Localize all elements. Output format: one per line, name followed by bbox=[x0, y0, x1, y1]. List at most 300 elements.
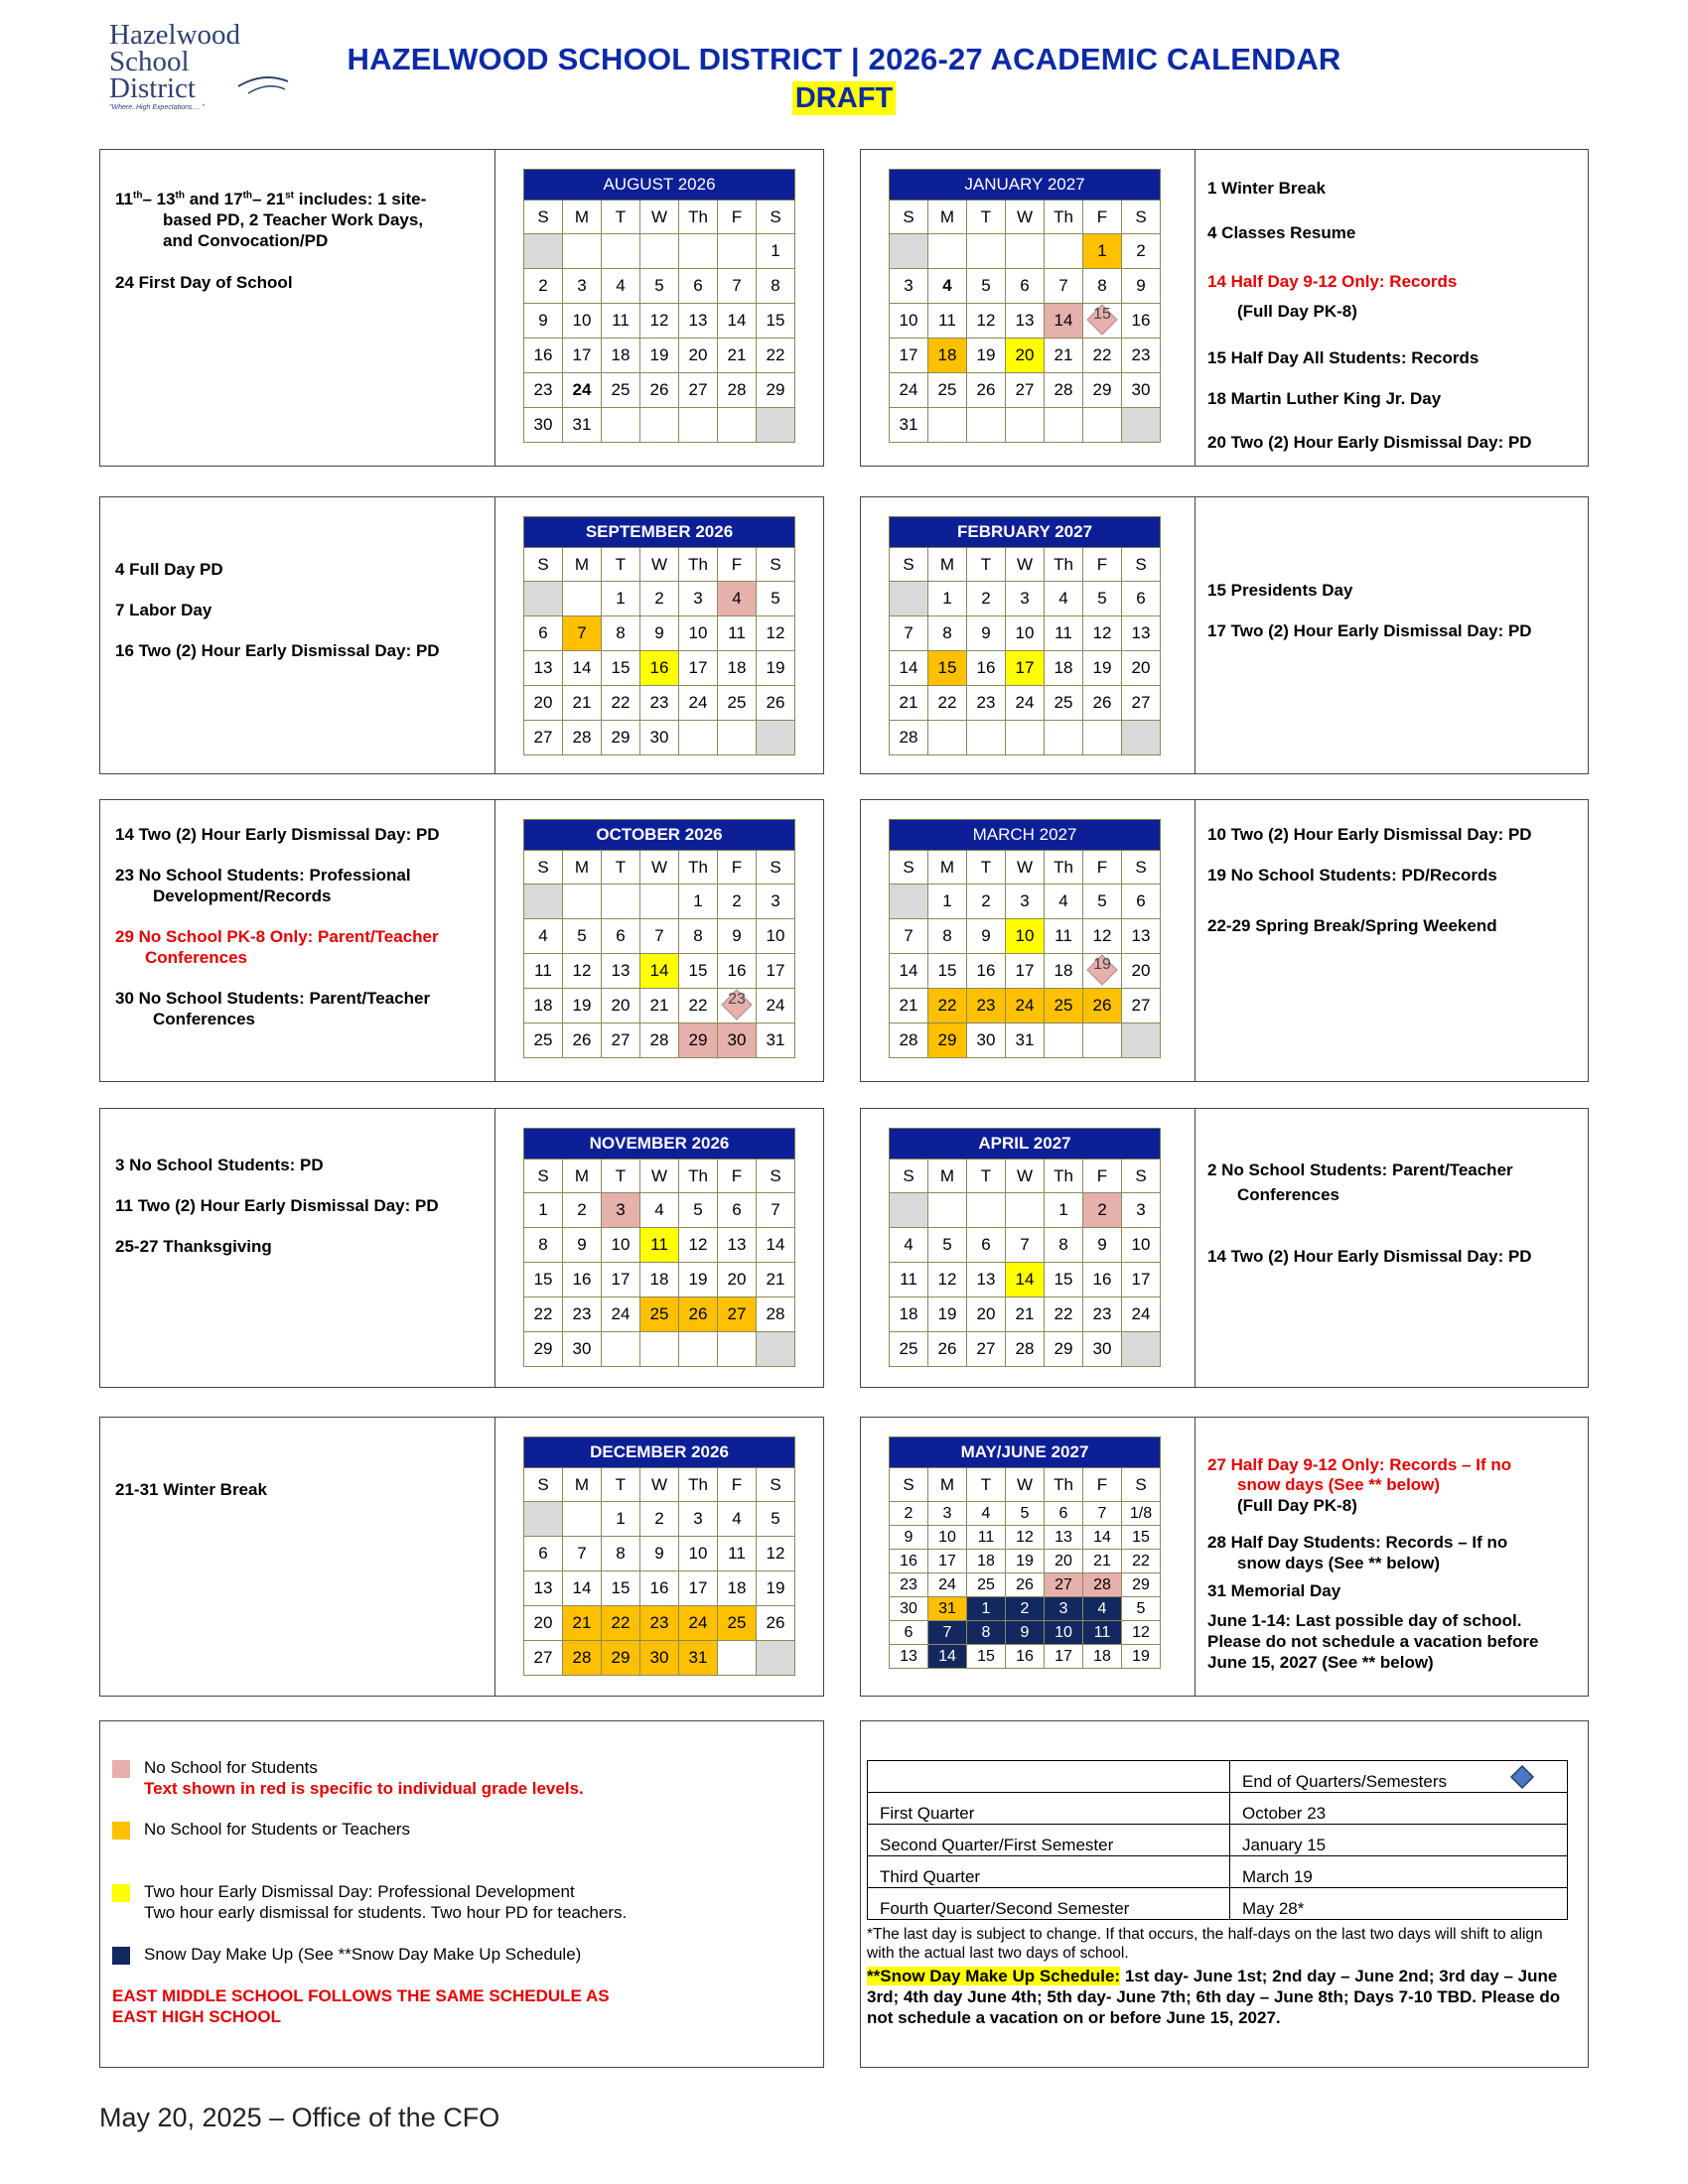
calendar-day: 25 bbox=[602, 373, 640, 408]
calendar-day: 1 bbox=[757, 234, 795, 269]
calendar-day: 28 bbox=[757, 1297, 795, 1332]
calendar-day: 3 bbox=[602, 1193, 640, 1228]
calendar-day: 26 bbox=[928, 1332, 967, 1367]
calendar-day: 14 bbox=[890, 954, 928, 989]
calendar-day: 11 bbox=[967, 1526, 1006, 1550]
calendar-day: 26 bbox=[1083, 686, 1122, 721]
calendar-day: 27 bbox=[718, 1297, 757, 1332]
calendar-day: 9 bbox=[524, 304, 563, 339]
legend-label: Two hour Early Dismissal Day: Professional Development bbox=[144, 1882, 575, 1901]
month-title: MAY/JUNE 2027 bbox=[890, 1437, 1161, 1468]
calendar-day: 27 bbox=[1122, 989, 1161, 1024]
calendar-day: 18 bbox=[524, 989, 563, 1024]
calendar-week bbox=[890, 1645, 1161, 1669]
calendar-day: 31 bbox=[928, 1597, 967, 1621]
calendar-day: 4 bbox=[1045, 582, 1083, 616]
calendar-day: 18 bbox=[1083, 1645, 1122, 1669]
calendar-day: 23 bbox=[890, 1573, 928, 1597]
calendar-week bbox=[890, 1193, 1161, 1228]
weekday-header: T bbox=[967, 201, 1006, 234]
calendar-day: 11 bbox=[890, 1263, 928, 1297]
weekday-header: S bbox=[890, 548, 928, 582]
calendar-day: 3 bbox=[890, 269, 928, 304]
calendar-day bbox=[1006, 721, 1045, 755]
calendar-week bbox=[890, 269, 1161, 304]
calendar-day: 22 bbox=[1122, 1550, 1161, 1573]
calendar-sep bbox=[523, 516, 795, 755]
weekday-header: F bbox=[718, 201, 757, 234]
calendar-week bbox=[524, 1537, 795, 1571]
note-line: 17 Two (2) Hour Early Dismissal Day: PD bbox=[1207, 621, 1532, 640]
snow-text: 1st day- June 1st; 2nd day – June 2nd; 3rd day – June 3rd; 4th day June 4th; 5th day- June 7th; 6th day – June 8th; Days 7-10 TBD. Please do not schedule a vacation on or before June 15, 2027. bbox=[867, 1967, 1561, 2027]
calendar-day: 28 bbox=[640, 1024, 679, 1058]
note-line: 21-31 Winter Break bbox=[115, 1480, 267, 1499]
calendar-day: 24 bbox=[679, 686, 718, 721]
calendar-day: 3 bbox=[928, 1502, 967, 1526]
calendar-day: 9 bbox=[967, 616, 1006, 651]
calendar-day: 14 bbox=[890, 651, 928, 686]
calendar-day: 2 bbox=[890, 1502, 928, 1526]
weekday-header: W bbox=[640, 1468, 679, 1502]
calendar-day: 29 bbox=[602, 1641, 640, 1676]
calendar-day: 13 bbox=[1045, 1526, 1083, 1550]
calendar-day: 1 bbox=[1045, 1193, 1083, 1228]
calendar-day: 26 bbox=[1006, 1573, 1045, 1597]
calendar-day bbox=[718, 721, 757, 755]
calendar-day: 17 bbox=[1122, 1263, 1161, 1297]
calendar-day: 28 bbox=[563, 721, 602, 755]
calendar-oct bbox=[523, 819, 795, 1058]
legend-label: Two hour early dismissal for students. Two hour PD for teachers. bbox=[144, 1903, 628, 1922]
note-line: 7 Labor Day bbox=[115, 601, 212, 619]
note-line: Conferences bbox=[145, 948, 247, 967]
calendar-week bbox=[524, 373, 795, 408]
calendar-day: 1 bbox=[602, 1502, 640, 1537]
calendar-week bbox=[524, 304, 795, 339]
calendar-day bbox=[967, 408, 1006, 443]
legend-swatch-yellow bbox=[112, 1884, 130, 1902]
month-title: DECEMBER 2026 bbox=[524, 1437, 795, 1468]
calendar-day bbox=[640, 234, 679, 269]
calendar-day: 13 bbox=[1006, 304, 1045, 339]
calendar-day: 1 bbox=[602, 582, 640, 616]
weekday-header: T bbox=[602, 201, 640, 234]
calendar-day: 8 bbox=[602, 616, 640, 651]
calendar-day: 26 bbox=[563, 1024, 602, 1058]
calendar-week bbox=[890, 408, 1161, 443]
calendar-day: 12 bbox=[1006, 1526, 1045, 1550]
calendar-day: 29 bbox=[524, 1332, 563, 1367]
calendar-day bbox=[1083, 304, 1122, 339]
note-line: Development/Records bbox=[153, 887, 332, 905]
weekday-header: F bbox=[718, 1160, 757, 1193]
calendar-day: 5 bbox=[1083, 885, 1122, 919]
calendar-day: 22 bbox=[928, 989, 967, 1024]
weekday-header: W bbox=[1006, 548, 1045, 582]
calendar-day bbox=[718, 1641, 757, 1676]
calendar-day: 23 bbox=[563, 1297, 602, 1332]
calendar-day: 15 bbox=[602, 1571, 640, 1606]
note-line: 20 Two (2) Hour Early Dismissal Day: PD bbox=[1207, 433, 1532, 452]
snow-day-schedule bbox=[867, 1966, 1572, 2028]
table-row: Third Quarter March 19 bbox=[868, 1856, 1568, 1888]
calendar-day: 20 bbox=[967, 1297, 1006, 1332]
calendar-week bbox=[890, 1332, 1161, 1367]
calendar-day: 20 bbox=[1045, 1550, 1083, 1573]
calendar-day: 20 bbox=[524, 686, 563, 721]
calendar-day: 15 bbox=[928, 651, 967, 686]
month-title: FEBRUARY 2027 bbox=[890, 517, 1161, 548]
calendar-day: 2 bbox=[967, 582, 1006, 616]
calendar-day: 14 bbox=[718, 304, 757, 339]
calendar-week bbox=[890, 721, 1161, 755]
calendar-day: 1 bbox=[928, 885, 967, 919]
calendar-day: 6 bbox=[1045, 1502, 1083, 1526]
note-line: 23 No School Students: Professional bbox=[115, 866, 411, 885]
calendar-day: 12 bbox=[640, 304, 679, 339]
calendar-day: 9 bbox=[967, 919, 1006, 954]
calendar-aug bbox=[523, 169, 795, 443]
calendar-day: 9 bbox=[1122, 269, 1161, 304]
calendar-day: 29 bbox=[1122, 1573, 1161, 1597]
calendar-day: 5 bbox=[757, 582, 795, 616]
calendar-day: 23 bbox=[967, 989, 1006, 1024]
calendar-day: 26 bbox=[757, 686, 795, 721]
calendar-day: 23 bbox=[967, 686, 1006, 721]
note-line: June 1-14: Last possible day of school. bbox=[1207, 1611, 1522, 1630]
note-line: 29 No School PK-8 Only: Parent/Teacher bbox=[115, 927, 439, 946]
calendar-day: 30 bbox=[640, 1641, 679, 1676]
calendar-day: 2 bbox=[718, 885, 757, 919]
calendar-day: 30 bbox=[524, 408, 563, 443]
calendar-day bbox=[1083, 1024, 1122, 1058]
calendar-day: 18 bbox=[890, 1297, 928, 1332]
calendar-week bbox=[890, 234, 1161, 269]
legend-east-middle-1: EAST MIDDLE SCHOOL FOLLOWS THE SAME SCHEDULE AS bbox=[112, 1986, 610, 2005]
calendar-day: 17 bbox=[679, 651, 718, 686]
calendar-day: 12 bbox=[679, 1228, 718, 1263]
calendar-day: 19 bbox=[757, 651, 795, 686]
calendar-day: 25 bbox=[928, 373, 967, 408]
quarters-note: *The last day is subject to change. If that occurs, the half-days on the last two days will shift to align with the actual last two days of school. bbox=[867, 1926, 1543, 1962]
calendar-week bbox=[524, 339, 795, 373]
table-row: Fourth Quarter/Second Semester May 28* bbox=[868, 1888, 1568, 1920]
calendar-day: 29 bbox=[928, 1024, 967, 1058]
calendar-day bbox=[563, 1502, 602, 1537]
snow-label: **Snow Day Make Up Schedule: bbox=[867, 1967, 1121, 1985]
calendar-day bbox=[1006, 1193, 1045, 1228]
calendar-mar bbox=[889, 819, 1161, 1058]
calendar-day: 22 bbox=[524, 1297, 563, 1332]
weekday-header: Th bbox=[1045, 1468, 1083, 1502]
calendar-day: 5 bbox=[757, 1502, 795, 1537]
calendar-day bbox=[679, 234, 718, 269]
calendar-week bbox=[524, 269, 795, 304]
calendar-day: 11 bbox=[602, 304, 640, 339]
calendar-day: 2 bbox=[640, 1502, 679, 1537]
calendar-day: 29 bbox=[757, 373, 795, 408]
calendar-day bbox=[524, 885, 563, 919]
note-line: snow days (See ** below) bbox=[1237, 1475, 1441, 1494]
calendar-day: 8 bbox=[928, 919, 967, 954]
calendar-day bbox=[602, 1332, 640, 1367]
calendar-day: 14 bbox=[928, 1645, 967, 1669]
calendar-day bbox=[967, 234, 1006, 269]
calendar-week bbox=[524, 1571, 795, 1606]
calendar-day bbox=[1122, 721, 1161, 755]
calendar-day: 14 bbox=[1083, 1526, 1122, 1550]
calendar-day: 24 bbox=[1006, 686, 1045, 721]
calendar-day: 13 bbox=[890, 1645, 928, 1669]
calendar-day: 2 bbox=[1006, 1597, 1045, 1621]
calendar-day: 21 bbox=[890, 686, 928, 721]
calendar-day: 30 bbox=[640, 721, 679, 755]
calendar-day bbox=[928, 721, 967, 755]
calendar-day: 29 bbox=[1045, 1332, 1083, 1367]
weekday-header: Th bbox=[1045, 1160, 1083, 1193]
weekday-header: F bbox=[1083, 851, 1122, 885]
calendar-day: 24 bbox=[563, 373, 602, 408]
calendar-day bbox=[757, 408, 795, 443]
weekday-header: Th bbox=[679, 548, 718, 582]
calendar-day bbox=[602, 408, 640, 443]
calendar-day: 10 bbox=[890, 304, 928, 339]
calendar-day: 8 bbox=[524, 1228, 563, 1263]
weekday-header: F bbox=[718, 1468, 757, 1502]
legend-label: Text shown in red is specific to individual grade levels. bbox=[144, 1779, 584, 1798]
calendar-day: 5 bbox=[640, 269, 679, 304]
calendar-day: 5 bbox=[1083, 582, 1122, 616]
calendar-day: 19 bbox=[757, 1571, 795, 1606]
calendar-day: 29 bbox=[679, 1024, 718, 1058]
calendar-day: 27 bbox=[679, 373, 718, 408]
weekday-header: M bbox=[563, 201, 602, 234]
calendar-week bbox=[890, 651, 1161, 686]
weekday-header: S bbox=[524, 1160, 563, 1193]
weekday-header: S bbox=[1122, 1160, 1161, 1193]
calendar-day: 15 bbox=[1122, 1526, 1161, 1550]
calendar-day: 29 bbox=[1083, 373, 1122, 408]
calendar-day: 5 bbox=[1122, 1597, 1161, 1621]
calendar-day: 10 bbox=[1006, 616, 1045, 651]
calendar-day: 11 bbox=[524, 954, 563, 989]
weekday-header: W bbox=[1006, 201, 1045, 234]
calendar-day: 7 bbox=[1045, 269, 1083, 304]
calendar-week bbox=[890, 1024, 1161, 1058]
quarters-header: End of Quarters/Semesters bbox=[1230, 1761, 1568, 1793]
calendar-day: 30 bbox=[718, 1024, 757, 1058]
weekday-header: S bbox=[890, 1468, 928, 1502]
calendar-day: 24 bbox=[890, 373, 928, 408]
note-line: snow days (See ** below) bbox=[1237, 1554, 1441, 1572]
calendar-day: 21 bbox=[757, 1263, 795, 1297]
calendar-day: 11 bbox=[1083, 1621, 1122, 1645]
weekday-header: W bbox=[640, 1160, 679, 1193]
calendar-week bbox=[890, 1228, 1161, 1263]
calendar-week bbox=[524, 651, 795, 686]
quarter-end-diamond-icon bbox=[719, 989, 755, 1023]
calendar-day bbox=[1006, 408, 1045, 443]
weekday-header: W bbox=[1006, 851, 1045, 885]
calendar-day: 19 bbox=[1083, 651, 1122, 686]
calendar-day: 27 bbox=[602, 1024, 640, 1058]
calendar-day: 20 bbox=[524, 1606, 563, 1641]
calendar-week bbox=[524, 686, 795, 721]
calendar-week bbox=[890, 339, 1161, 373]
calendar-day: 25 bbox=[1045, 686, 1083, 721]
calendar-day: 11 bbox=[640, 1228, 679, 1263]
calendar-week bbox=[524, 582, 795, 616]
calendar-day: 26 bbox=[679, 1297, 718, 1332]
calendar-week bbox=[890, 989, 1161, 1024]
calendar-day: 11 bbox=[1045, 616, 1083, 651]
weekday-header: W bbox=[640, 201, 679, 234]
calendar-may bbox=[889, 1436, 1161, 1669]
calendar-day-label: 15 bbox=[1093, 306, 1111, 323]
note-line: 25-27 Thanksgiving bbox=[115, 1237, 272, 1256]
weekday-header: F bbox=[1083, 201, 1122, 234]
diamond-icon bbox=[1509, 1764, 1535, 1790]
calendar-feb bbox=[889, 516, 1161, 755]
calendar-day: 14 bbox=[640, 954, 679, 989]
legend-swatch-pink bbox=[112, 1760, 130, 1778]
calendar-day: 27 bbox=[524, 1641, 563, 1676]
calendar-day: 2 bbox=[967, 885, 1006, 919]
calendar-day: 13 bbox=[1122, 616, 1161, 651]
calendar-week bbox=[890, 1526, 1161, 1550]
calendar-day: 6 bbox=[1006, 269, 1045, 304]
calendar-day: 4 bbox=[718, 582, 757, 616]
calendar-day bbox=[1122, 1332, 1161, 1367]
calendar-day: 6 bbox=[602, 919, 640, 954]
calendar-day: 28 bbox=[1045, 373, 1083, 408]
weekday-header: Th bbox=[679, 1160, 718, 1193]
calendar-day: 25 bbox=[640, 1297, 679, 1332]
weekday-header: M bbox=[928, 851, 967, 885]
legend-label: Snow Day Make Up (See **Snow Day Make Up Schedule) bbox=[144, 1945, 582, 1964]
calendar-week bbox=[890, 1550, 1161, 1573]
calendar-day: 27 bbox=[1122, 686, 1161, 721]
calendar-day: 22 bbox=[1045, 1297, 1083, 1332]
month-title: SEPTEMBER 2026 bbox=[524, 517, 795, 548]
calendar-day: 23 bbox=[1122, 339, 1161, 373]
weekday-header: T bbox=[967, 851, 1006, 885]
calendar-day: 23 bbox=[640, 686, 679, 721]
calendar-day: 19 bbox=[967, 339, 1006, 373]
calendar-day bbox=[640, 1332, 679, 1367]
calendar-day: 18 bbox=[1045, 954, 1083, 989]
note-line: 24 First Day of School bbox=[115, 273, 293, 292]
weekday-header: M bbox=[563, 548, 602, 582]
calendar-day: 21 bbox=[640, 989, 679, 1024]
calendar-day: 11 bbox=[718, 616, 757, 651]
month-title: AUGUST 2026 bbox=[524, 170, 795, 201]
calendar-week bbox=[524, 616, 795, 651]
calendar-day: 24 bbox=[679, 1606, 718, 1641]
calendar-day: 18 bbox=[1045, 651, 1083, 686]
calendar-day: 17 bbox=[928, 1550, 967, 1573]
calendar-day: 28 bbox=[890, 721, 928, 755]
calendar-dec bbox=[523, 1436, 795, 1676]
weekday-header: M bbox=[563, 1468, 602, 1502]
weekday-header: S bbox=[1122, 1468, 1161, 1502]
calendar-week bbox=[524, 1502, 795, 1537]
calendar-day: 10 bbox=[679, 1537, 718, 1571]
calendar-day bbox=[718, 408, 757, 443]
calendar-day: 21 bbox=[563, 686, 602, 721]
calendar-week bbox=[890, 1502, 1161, 1526]
quarter-end-diamond-icon bbox=[1084, 954, 1120, 988]
calendar-day: 4 bbox=[524, 919, 563, 954]
calendar-day bbox=[718, 234, 757, 269]
calendar-day: 12 bbox=[563, 954, 602, 989]
weekday-header: T bbox=[967, 548, 1006, 582]
calendar-day: 3 bbox=[1006, 582, 1045, 616]
weekday-header: T bbox=[602, 548, 640, 582]
calendar-day: 28 bbox=[718, 373, 757, 408]
weekday-header: Th bbox=[1045, 201, 1083, 234]
calendar-day: 12 bbox=[967, 304, 1006, 339]
weekday-header: M bbox=[928, 548, 967, 582]
month-title: OCTOBER 2026 bbox=[524, 820, 795, 851]
calendar-day: 15 bbox=[524, 1263, 563, 1297]
calendar-day: 4 bbox=[640, 1193, 679, 1228]
weekday-header: S bbox=[757, 1160, 795, 1193]
weekday-header: S bbox=[890, 1160, 928, 1193]
weekday-header: F bbox=[1083, 1160, 1122, 1193]
calendar-day: 3 bbox=[563, 269, 602, 304]
calendar-week bbox=[524, 1332, 795, 1367]
calendar-day bbox=[1122, 1024, 1161, 1058]
calendar-day bbox=[1045, 721, 1083, 755]
note-line: June 15, 2027 (See ** below) bbox=[1207, 1653, 1434, 1672]
calendar-day: 7 bbox=[757, 1193, 795, 1228]
footer: May 20, 2025 – Office of the CFO bbox=[99, 2103, 500, 2132]
calendar-day bbox=[757, 1641, 795, 1676]
weekday-header: W bbox=[640, 548, 679, 582]
calendar-day: 14 bbox=[563, 1571, 602, 1606]
calendar-day: 11 bbox=[718, 1537, 757, 1571]
calendar-day: 5 bbox=[967, 269, 1006, 304]
note-line: 11th– 13th and 17th– 21st includes: 1 site- bbox=[115, 190, 427, 208]
calendar-day: 31 bbox=[890, 408, 928, 443]
calendar-day: 27 bbox=[524, 721, 563, 755]
calendar-day: 21 bbox=[718, 339, 757, 373]
calendar-day: 23 bbox=[524, 373, 563, 408]
calendar-day: 30 bbox=[1083, 1332, 1122, 1367]
weekday-header: W bbox=[1006, 1468, 1045, 1502]
calendar-week bbox=[524, 1263, 795, 1297]
calendar-day: 16 bbox=[967, 651, 1006, 686]
calendar-day: 16 bbox=[967, 954, 1006, 989]
calendar-day: 18 bbox=[640, 1263, 679, 1297]
calendar-day bbox=[602, 234, 640, 269]
note-line: 10 Two (2) Hour Early Dismissal Day: PD bbox=[1207, 825, 1532, 844]
calendar-day: 20 bbox=[602, 989, 640, 1024]
calendar-week bbox=[890, 1621, 1161, 1645]
note-line: 2 No School Students: Parent/Teacher bbox=[1207, 1160, 1513, 1179]
note-line: (Full Day PK-8) bbox=[1237, 1496, 1357, 1515]
calendar-day: 3 bbox=[679, 1502, 718, 1537]
calendar-day: 13 bbox=[602, 954, 640, 989]
weekday-header: S bbox=[524, 851, 563, 885]
weekday-header: M bbox=[928, 1468, 967, 1502]
calendar-day: 2 bbox=[1122, 234, 1161, 269]
calendar-day: 24 bbox=[928, 1573, 967, 1597]
calendar-day: 3 bbox=[679, 582, 718, 616]
weekday-header: F bbox=[1083, 548, 1122, 582]
calendar-day: 22 bbox=[757, 339, 795, 373]
